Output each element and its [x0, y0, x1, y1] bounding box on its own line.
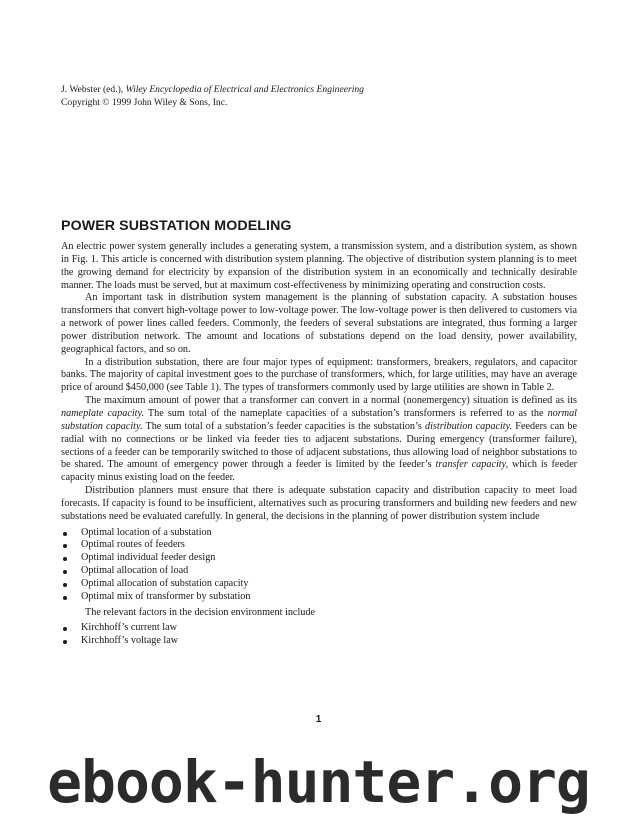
- page-number: 1: [315, 714, 322, 725]
- article-title: POWER SUBSTATION MODELING: [61, 218, 292, 234]
- p4-text-e: The sum total of a substation’s feeder capacities is the substation’s: [142, 420, 425, 432]
- paragraph-4: [61, 395, 577, 485]
- paragraph-2: An important task in distribution system management is the planning of substation capacity. A substation houses transformers that convert high-voltage power to low-voltage power. The low-voltage power is then delivered to customers via a network of power lines called feeders. Commonly, the feeders of several substations are integrated, thus forming a larger power distribution network. The amount and locations of substations depend on the load density, power availability, geographical factors, and so on.: [61, 292, 577, 355]
- list-item: Kirchhoff’s current law: [61, 622, 577, 635]
- term-nameplate-capacity: nameplate capacity.: [61, 407, 145, 419]
- p4-text-i: which is feeder capacity minus existing load on the feeder.: [61, 459, 577, 484]
- term-transfer-capacity: transfer capacity,: [435, 459, 509, 471]
- decisions-list: [61, 527, 577, 604]
- paragraph-6: The relevant factors in the decision environment include: [85, 606, 315, 618]
- list-item: Optimal allocation of substation capacity: [61, 578, 577, 591]
- list-item: Optimal routes of feeders: [61, 539, 577, 552]
- document-header: [61, 84, 364, 109]
- watermark-text: ebook-hunter.org: [47, 748, 590, 816]
- paragraph-1: An electric power system generally includes a generating system, a transmission system, and a distribution system, as shown in Fig. 1. This article is concerned with distribution system planning. The objective of distribution system planning is to meet the growing demand for electricity by expansion of the distribution system in an economically and technically desirable manner. The loads must be served, but at maximum cost-effectiveness by minimizing operating and construction costs.: [61, 241, 577, 291]
- factors-list: [61, 622, 577, 648]
- list-item: Kirchhoff’s voltage law: [61, 635, 577, 648]
- paragraph-3: In a distribution substation, there are four major types of equipment: transformers, breakers, regulators, and capacitor banks. The majority of capital investment goes to the purchase of transformers, which, for large utilities, may have an average price of around $450,000 (see Table 1). The types of transformers commonly used by large utilities are shown in Table 2.: [61, 356, 577, 394]
- list-item: Optimal individual feeder design: [61, 552, 577, 565]
- editor-text: J. Webster (ed.),: [61, 84, 124, 95]
- list-item: Optimal allocation of load: [61, 565, 577, 578]
- list-item: Optimal location of a substation: [61, 527, 577, 540]
- copyright-line: Copyright © 1999 John Wiley & Sons, Inc.: [61, 96, 228, 108]
- term-normal-substation-capacity: normal substation capacity.: [61, 407, 577, 432]
- citation-line: [61, 84, 364, 97]
- article-body: [61, 241, 577, 651]
- encyclopedia-title: Wiley Encyclopedia of Electrical and Electronics Engineering: [125, 84, 364, 95]
- p4-text-g: Feeders can be radial with no connections or be linked via feeder ties to adjacent substations. During emergency (transformer failure), sections of a feeder can be temporarily switched to those of adjacent substations, thus allowing load of neighbor substations to be shared. The amount of emergency power through a feeder is limited by the feeder’s: [61, 420, 577, 471]
- term-distribution-capacity: distribution capacity.: [424, 420, 513, 432]
- p4-text-c: The sum total of the nameplate capacities of a substation’s transformers is referred to as the: [144, 407, 548, 419]
- p4-text-a: The maximum amount of power that a transformer can convert in a normal (nonemergency) situation is defined as its: [85, 395, 577, 407]
- list-item: Optimal mix of transformer by substation: [61, 591, 577, 604]
- paragraph-5: Distribution planners must ensure that there is adequate substation capacity and distribution capacity to meet load forecasts. If capacity is found to be insufficient, alternatives such as procuring transformers and building new feeders and new substations need be evaluated carefully. In general, the decisions in the planning of power distribution system include: [61, 485, 577, 522]
